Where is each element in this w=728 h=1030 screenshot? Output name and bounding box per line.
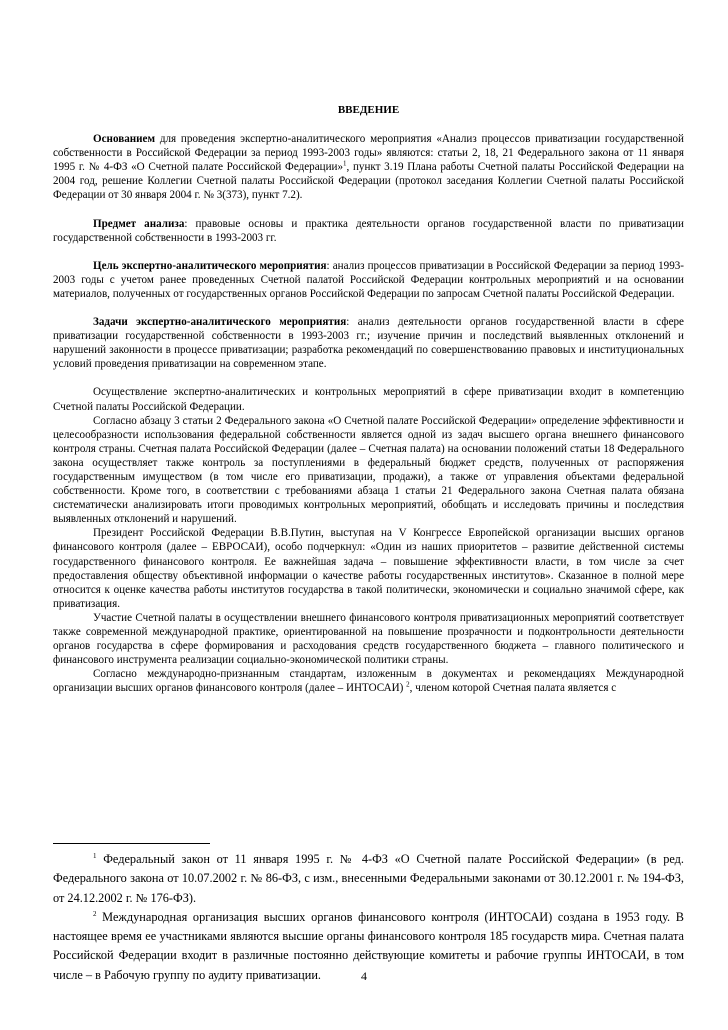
paragraph-competence: Осуществление экспертно-аналитических и контрольных мероприятий в сфере приватизации входит в компетенцию Счетной палаты Российской Федерации.: [53, 386, 684, 413]
paragraph-international-practice: Участие Счетной палаты в осуществлении внешнего финансового контроля приватизационных мероприятий соответствует также современной международной практике, ориентированной на повышение прозрачности и подконтрольности деятельности органов государства в сфере формирования и расходования средств государственного бюджета – главного политического и финансового инструмента реализации социально-экономической политики страны.: [53, 611, 684, 667]
footnote-separator: [53, 843, 210, 844]
footnote-1: $^1$ Федеральный закон от 11 января 1995 г. № 4-ФЗ «О Счетной палате Российской Федерации» (в ред. Федерального закона от 10.07.2002 г. № 86-ФЗ, с изм., внесенными Федеральными законами от 30.12.2001 г. № 194-ФЗ, от 24.12.2002 г. № 176-ФЗ).: [53, 851, 684, 905]
footnotes: [53, 850, 684, 985]
paragraph-president-quote: Президент Российской Федерации В.В.Путин, выступая на V Конгрессе Европейской организации высших органов финансового контроля (далее – ЕВРОСАИ), особо подчеркнул: «Один из наших приоритетов – развитие действенной системы государственного финансового контроля. Ее важнейшая задача – повышение эффективности власти, в том числе за счет предоставления обществу объективной информации о качестве работы государственных институтов». Сказанное в полной мере относится к оценке качества работы институтов государства в такой политически, экономически и социально значимой сфере, как приватизация.: [53, 527, 684, 610]
footnote-mark-2: 2: [93, 909, 97, 918]
section-title: ВВЕДЕНИЕ: [337, 104, 400, 116]
paragraph-law-article: Согласно абзацу 3 статьи 2 Федерального закона «О Счетной палате Российской Федерации» определение эффективности и целесообразности использования федеральной собственности является одной из задач высшего органа внешнего финансового контроля страны. Счетная палата Российской Федерации (далее – Счетная палата) на основании положений статьи 18 Федерального закона осуществляет также контроль за поступлениями в федеральный бюджет средств, полученных от распоряжения государственным имуществом (в том числе его приватизации, продажи), а также от управления объектами федеральной собственности. Кроме того, в соответствии с требованиями абзаца 1 статьи 21 Федерального закона Счетная палата обязана систематически анализировать итоги проводимых контрольных мероприятий, обобщать и исследовать причины и последствия выявленных отклонений и нарушений.: [53, 414, 684, 526]
paragraph-subject: Предмет анализа: правовые основы и практика деятельности органов государственной власти по приватизации государственной собственности в 1993-2003 гг.: [53, 217, 684, 244]
footnote-ref-1[interactable]: 1: [343, 159, 347, 168]
term-goal: Цель экспертно-аналитического мероприятия: [93, 259, 327, 272]
footnote-mark-1: 1: [93, 851, 97, 860]
paragraph-intosai: Согласно международно-признанным стандартам, изложенным в документах и рекомендациях Международной организации высших органов финансового контроля (далее – ИНТОСАИ) $^2$, членом которой Счетная палата является с: [53, 668, 684, 695]
term-subject: Предмет анализа: [93, 217, 185, 230]
document-body: [53, 103, 684, 695]
term-tasks: Задачи экспертно-аналитического мероприятия: [93, 316, 347, 329]
page-number: 4: [361, 969, 367, 983]
footnote-2: $^2$ Международная организация высших органов финансового контроля (ИНТОСАИ) создана в 1953 году. В настоящее время ее участниками являются высшие органы финансового контроля 185 государств мира. Счетная палата Российской Федерации входит в различные постоянно действующие комитеты и рабочие группы ИНТОСАИ, в том числе – в Рабочую группу по аудиту приватизации.: [53, 909, 684, 982]
paragraph-tasks: Задачи экспертно-аналитического мероприятия: анализ деятельности органов государственной власти в сфере приватизации государственной собственности в 1993-2003 гг.; изучение причин и последствий выявленных отклонений и нарушений законности в процессе приватизации; разработка рекомендаций по совершенствованию правовых и институциональных условий проведения приватизации на современном этапе.: [53, 316, 684, 371]
paragraph-goal: Цель экспертно-аналитического мероприятия: анализ процессов приватизации в Российской Федерации за период 1993-2003 годы с учетом ранее проведенных Счетной палатой Российской Федерации контрольных мероприятий и на основании материалов, полученных от государственных органов Российской Федерации по запросам Счетной палаты Российской Федерации.: [53, 259, 685, 300]
term-basis: Основанием: [93, 133, 156, 146]
footnote-ref-2[interactable]: 2: [406, 680, 410, 689]
paragraph-basis: Основанием для проведения экспертно-аналитического мероприятия «Анализ процессов приватизации государственной собственности в Российской Федерации за период 1993-2003 годы» являются: статьи 2, 18, 21 Федерального закона от 11 января 1995 г. № 4-ФЗ «О Счетной палате Российской Федерации»$^1$, пункт 3.19 Плана работы Счетной палаты Российской Федерации на 2004 год, решение Коллегии Счетной палаты Российской Федерации (протокол заседания Коллегии Счетной палаты Российской Федерации от 30 января 2004 г. № 3(373), пункт 7.2).: [53, 133, 684, 202]
